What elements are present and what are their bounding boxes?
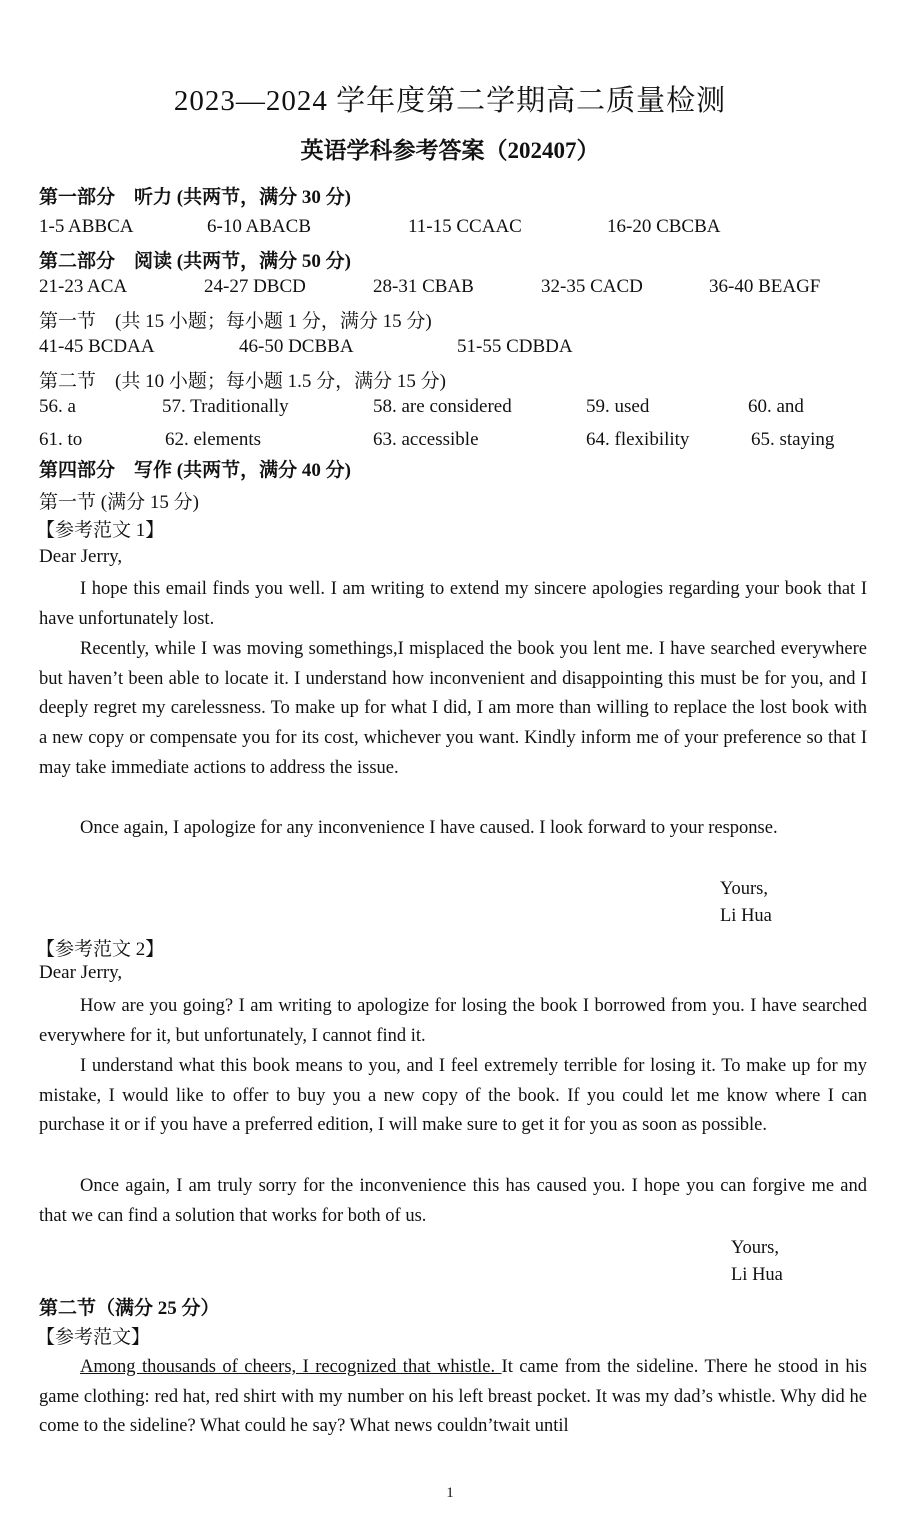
section2-paragraph	[39, 1353, 867, 1442]
answer-item: 60. and	[748, 396, 804, 417]
sample1-greeting: Dear Jerry,	[39, 546, 123, 567]
sample1-paragraph-3: Once again, I apologize for any inconvenience I have caused. I look forward to your response.	[80, 818, 778, 838]
sample1-closing: Yours,	[720, 879, 768, 899]
answer-group: 11-15 CCAAC	[408, 216, 522, 237]
answer-group: 32-35 CACD	[541, 276, 643, 297]
answer-item: 63. accessible	[373, 429, 479, 450]
sample1-paragraph-1: I hope this email finds you well. I am writing to extend my sincere apologies regarding your book that I have unfortunately lost.	[39, 579, 867, 629]
answer-group: 51-55 CDBDA	[457, 336, 573, 357]
sample2-paragraph-2: I understand what this book means to you, and I feel extremely terrible for losing it. To make up for my mistake, I would like to offer to buy you a new copy of the book. If you could let me know where I can purchase it or if you have a preferred edition, I will make sure to get it for you as soon as possible.	[39, 1056, 867, 1136]
answer-group: 36-40 BEAGF	[709, 276, 821, 297]
sample2-paragraph-1: How are you going? I am writing to apologize for losing the book I borrowed from you. I have searched everywhere for it, but unfortunately, I cannot find it.	[39, 996, 867, 1046]
answer-group: 1-5 ABBCA	[39, 216, 134, 237]
part3-section1-heading: 第一节 (共 15 小题；每小题 1 分，满分 15 分)	[39, 311, 432, 332]
section2-label: 【参考范文】	[36, 1327, 151, 1348]
answer-item: 56. a	[39, 396, 76, 417]
sample2-closing: Yours,	[731, 1238, 779, 1258]
answer-group: 41-45 BCDAA	[39, 336, 155, 357]
answer-group: 28-31 CBAB	[373, 276, 474, 297]
sample1-signature: Li Hua	[720, 906, 772, 926]
answer-item: 57. Traditionally	[162, 396, 289, 417]
answer-item: 61. to	[39, 429, 83, 450]
page-subtitle: 英语学科参考答案（202407）	[300, 138, 600, 163]
part4-section1-heading: 第一节 (满分 15 分)	[39, 492, 199, 513]
sample2-signature: Li Hua	[731, 1265, 783, 1285]
answer-item: 65. staying	[751, 429, 835, 450]
part4-heading: 第四部分 写作 (共两节，满分 40 分)	[39, 460, 351, 481]
answer-item: 58. are considered	[373, 396, 512, 417]
part3-section2-heading: 第二节 (共 10 小题；每小题 1.5 分，满分 15 分)	[39, 371, 446, 392]
answer-group: 24-27 DBCD	[204, 276, 306, 297]
answer-item: 64. flexibility	[586, 429, 690, 450]
sample1-paragraph-2: Recently, while I was moving somethings,I misplaced the book you lent me. I have searched everywhere but haven’t been able to locate it. I understand how inconvenient and disappointing this must be for you, and I deeply regret my carelessness. To make up for what I did, I am more than willing to replace the lost book with a new copy or compensate you for its cost, whichever you want. Kindly inform me of your preference so that I may take immediate actions to address the issue.	[39, 639, 867, 778]
sample2-label: 【参考范文 2】	[36, 939, 165, 960]
page-title: 2023—2024 学年度第二学期高二质量检测	[173, 85, 727, 117]
answer-group: 21-23 ACA	[39, 276, 128, 297]
page-number: 1	[446, 1485, 454, 1501]
paragraph-continuation: It came from the sideline. There he stood in his game clothing: red hat, red shirt with my number on his left breast pocket. It was my dad’s whistle. Why did he come to the sideline? What could he say? What news couldn’twait until	[39, 1357, 867, 1437]
sample2-greeting: Dear Jerry,	[39, 962, 123, 983]
answer-item: 59. used	[586, 396, 650, 417]
answer-item: 62. elements	[165, 429, 262, 450]
answer-group: 6-10 ABACB	[207, 216, 311, 237]
writing-section2-heading: 第二节（满分 25 分）	[39, 1298, 220, 1319]
part2-heading: 第二部分 阅读 (共两节，满分 50 分)	[39, 251, 351, 272]
sample1-label: 【参考范文 1】	[36, 520, 165, 541]
part1-heading: 第一部分 听力 (共两节，满分 30 分)	[39, 187, 351, 208]
answer-group: 16-20 CBCBA	[607, 216, 721, 237]
underlined-opening-sentence: Among thousands of cheers, I recognized that whistle.	[80, 1357, 502, 1377]
answer-group: 46-50 DCBBA	[239, 336, 354, 357]
sample2-paragraph-3: Once again, I am truly sorry for the inconvenience this has caused you. I hope you can forgive me and that we can find a solution that works for both of us.	[39, 1176, 867, 1226]
